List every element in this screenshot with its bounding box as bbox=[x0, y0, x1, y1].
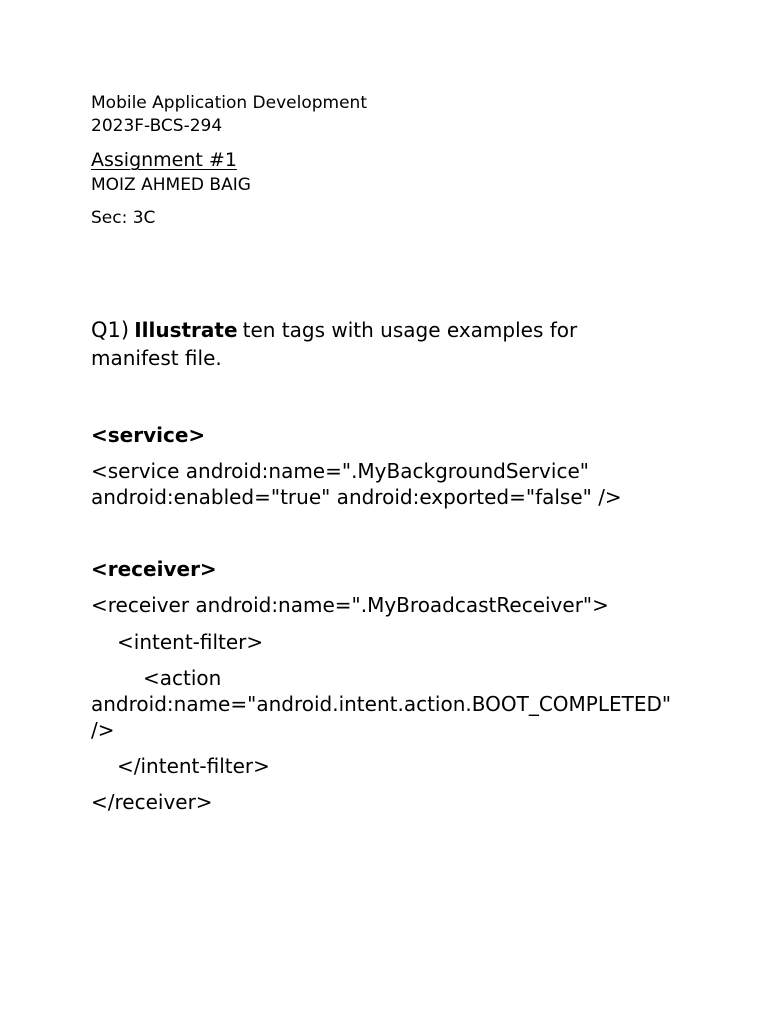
receiver-close-tag: </receiver> bbox=[91, 790, 213, 814]
service-code-line1: <service android:name=".MyBackgroundService" bbox=[91, 459, 589, 483]
intent-filter-open-tag: <intent-filter> bbox=[117, 630, 264, 654]
intent-filter-close-tag: </intent-filter> bbox=[117, 754, 270, 778]
course-title: Mobile Application Development bbox=[91, 93, 368, 113]
question-number: Q1) bbox=[91, 318, 130, 342]
question-text-line1: ten tags with usage examples for bbox=[242, 318, 578, 342]
receiver-heading: <receiver> bbox=[91, 557, 217, 581]
section-label: Sec: 3C bbox=[91, 208, 156, 228]
assignment-title: Assignment #1 bbox=[91, 149, 237, 171]
question-verb: Illustrate bbox=[134, 318, 238, 342]
service-code-line2: android:enabled="true" android:exported="false" /> bbox=[91, 485, 622, 509]
question-heading bbox=[91, 318, 577, 342]
action-tag-line2: android:name="android.intent.action.BOOT_COMPLETED" bbox=[91, 692, 672, 716]
roll-number: 2023F-BCS-294 bbox=[91, 116, 223, 136]
student-name: MOIZ AHMED BAIG bbox=[91, 175, 251, 195]
action-tag-line1: <action bbox=[143, 666, 222, 690]
question-text-line2: manifest file. bbox=[91, 346, 222, 370]
service-heading: <service> bbox=[91, 423, 206, 447]
receiver-open-tag: <receiver android:name=".MyBroadcastReceiver"> bbox=[91, 593, 609, 617]
action-tag-line3: /> bbox=[91, 718, 115, 742]
